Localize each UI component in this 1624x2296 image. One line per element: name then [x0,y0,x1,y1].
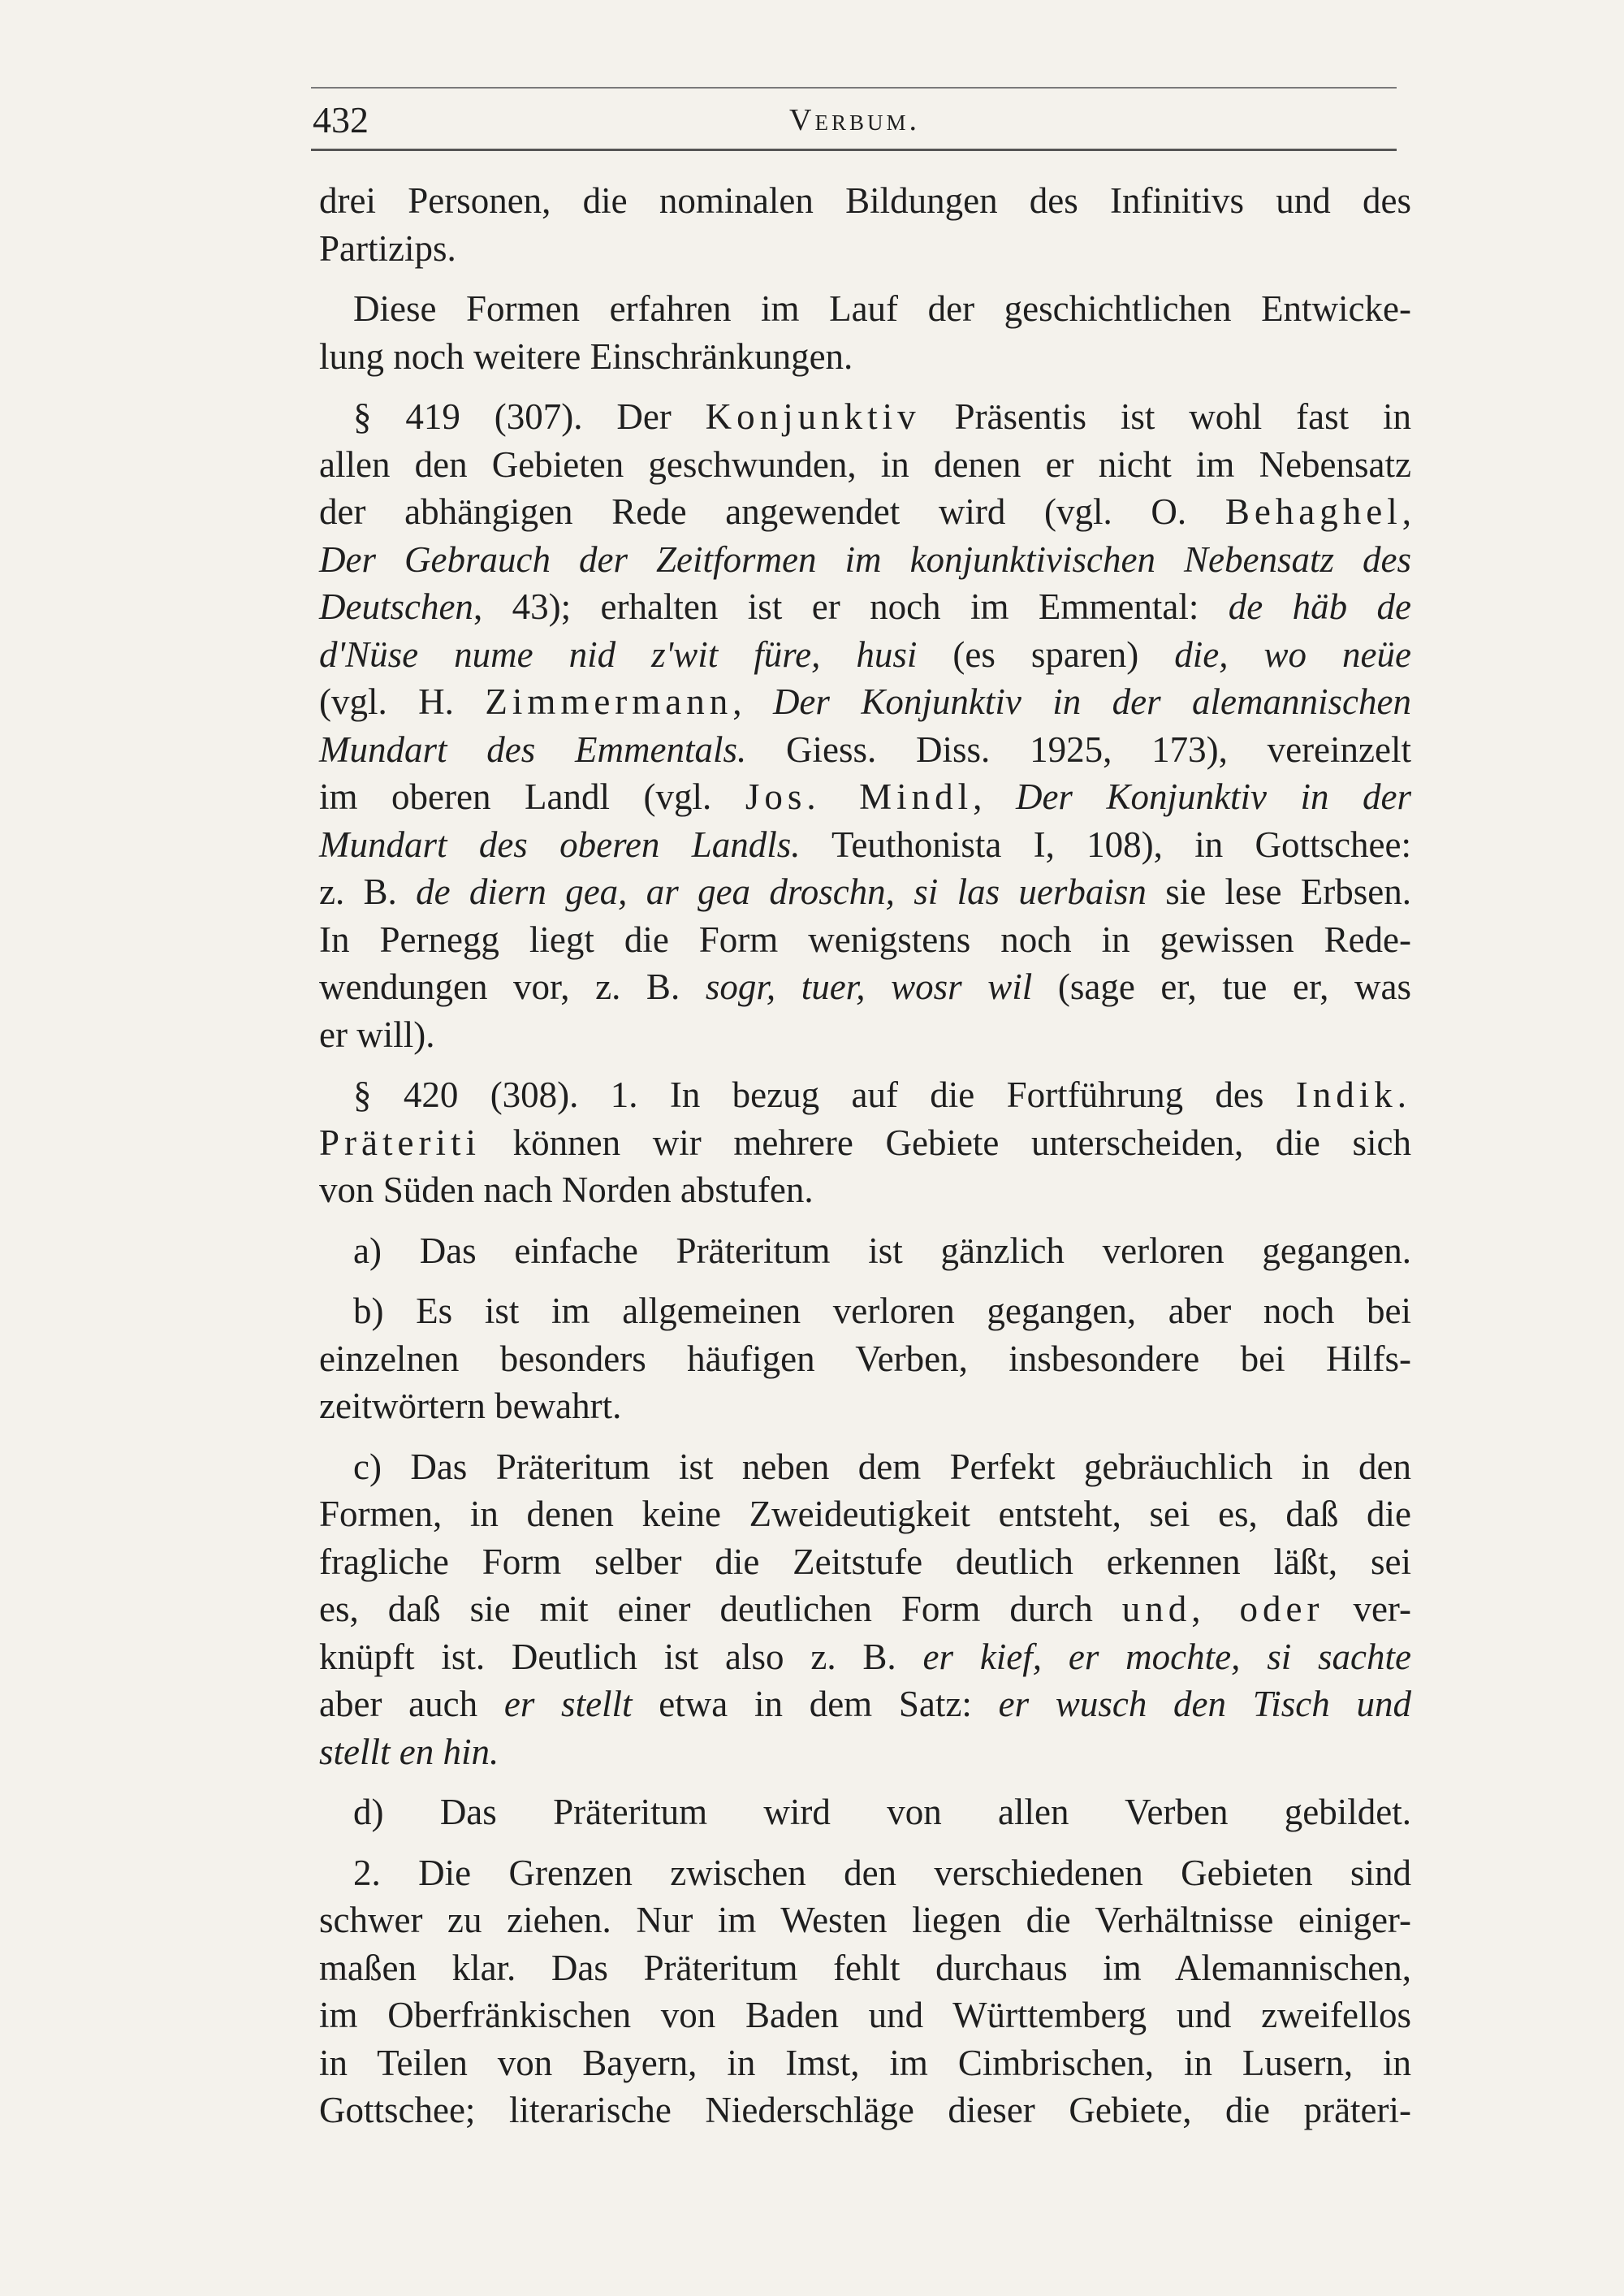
text-segment: wendungen vor, z. B. [319,966,706,1007]
text-line [319,916,1411,964]
italic-segment: er kief, er mochte, si sachte [922,1636,1412,1677]
text-segment: Teuthonista I, 108), in Gottschee: [800,824,1411,865]
text-line [319,1788,1411,1836]
italic-segment: Deutschen [319,586,473,627]
text-segment: es, daß sie mit einer deutlichen Form durch [319,1589,1122,1629]
italic-segment: Der Konjunktiv in der alemannischen [772,681,1411,722]
text-segment: z. B. [319,871,417,912]
header-bottom-rule [311,149,1397,151]
text-line [319,1585,1411,1633]
text-segment: Formen, in denen keine Zweideutigkeit entsteht, sei es, daß die [319,1494,1411,1534]
text-line [319,963,1411,1011]
italic-segment: sogr, tuer, wosr wil [705,966,1033,1007]
text-line [319,1443,1411,1491]
text-line [319,1490,1411,1538]
text-segment: , 43); erhalten ist er noch im Emmental: [473,586,1229,627]
text-segment: , [732,681,773,722]
text-segment: c) Das Präteritum ist neben dem Perfekt gebräuchlich in den [353,1446,1411,1487]
text-segment: (sage er, tue er, was [1032,966,1411,1007]
spaced-segment: Jos. Mindl [745,776,974,817]
italic-segment: Der Gebrauch der Zeitformen im konjunktivischen Nebensatz des [319,538,1411,580]
text-line [319,631,1411,679]
italic-segment: de diern gea, ar gea droschn, si las uerbaisn [416,871,1147,912]
italic-segment: Der Konjunktiv in der [1015,776,1412,817]
text-line [319,488,1411,536]
text-segment: etwa in dem Satz: [632,1684,999,1724]
text-segment: im Oberfränkischen von Baden und Württemberg und zweifellos [319,1995,1411,2035]
text-line [319,868,1411,916]
text-segment: ver- [1324,1589,1411,1629]
text-line [319,2086,1411,2134]
text-segment: er will). [319,1014,435,1055]
text-line [319,285,1411,333]
text-line [319,333,1411,381]
spaced-segment: Konjunktiv [705,396,921,437]
italic-segment: de häb de [1228,586,1411,627]
italic-segment: er stellt [503,1684,633,1724]
text-line [319,536,1411,584]
text-segment: allen den Gebieten geschwunden, in denen er nicht im Nebensatz [319,443,1411,485]
text-segment: d) Das Präteritum wird von allen Verben gebildet. [353,1792,1411,1832]
text-segment: schwer zu ziehen. Nur im Westen liegen die Verhältnisse einiger- [319,1900,1411,1940]
text-segment: a) Das einfache Präteritum ist gänzlich verloren gegangen. [353,1230,1411,1271]
text-line [319,2039,1411,2087]
text-segment: In Pernegg liegt die Form wenigstens noch in gewissen Rede- [319,919,1411,960]
running-title: Verbum. [789,103,920,137]
spaced-segment: Präteriti [319,1122,481,1163]
italic-segment: er wusch den Tisch und [998,1684,1412,1724]
text-line [319,1119,1411,1167]
header-top-rule [311,87,1397,89]
text-segment: der abhängigen Rede angewendet wird (vgl. O. [319,491,1225,532]
text-segment: knüpft ist. Deutlich ist also z. B. [319,1636,923,1677]
spaced-segment: Indik. [1295,1074,1411,1115]
text-segment: Partizips. [319,227,456,269]
page-number: 432 [313,99,369,141]
text-line [319,773,1411,821]
text-line [319,393,1411,441]
italic-segment: stellt en hin. [319,1731,499,1772]
text-segment: 2. Die Grenzen zwischen den verschiedenen Gebieten sind [353,1852,1411,1893]
text-segment: einzelnen besonders häufigen Verben, insbesondere bei Hilfs- [319,1338,1411,1379]
text-segment: (es sparen) [917,633,1175,675]
text-segment: in Teilen von Bayern, in Imst, im Cimbrischen, in Lusern, in [319,2042,1411,2083]
text-segment: § 419 (307). Der [353,396,706,437]
text-segment: , [1402,491,1411,532]
spaced-segment: und, oder [1121,1589,1324,1629]
text-segment: im oberen Landl (vgl. [319,776,745,817]
text-segment: sie lese Erbsen. [1146,871,1411,912]
text-line [319,1633,1411,1681]
text-line [319,441,1411,489]
italic-segment: d'Nüse nume nid z'wit füre, husi [319,633,918,675]
text-segment: maßen klar. Das Präteritum fehlt durchaus im Alemannischen, [319,1947,1411,1988]
text-line [319,1011,1411,1059]
text-line [319,1849,1411,1897]
text-line [319,1071,1411,1119]
text-line [319,1166,1411,1214]
text-line [319,177,1411,225]
text-segment: Giess. Diss. 1925, 173), vereinzelt [746,729,1411,770]
text-line [319,1335,1411,1383]
body-text [319,177,1411,2134]
text-line [319,225,1411,273]
text-segment: von Süden nach Norden abstufen. [319,1170,814,1210]
text-segment: b) Es ist im allgemeinen verloren gegangen, aber noch bei [353,1291,1411,1331]
italic-segment: Mundart des Emmentals. [319,729,747,770]
text-segment: Diese Formen erfahren im Lauf der geschichtlichen Entwicke- [353,288,1411,329]
text-segment: aber auch [319,1684,504,1724]
text-segment: drei Personen, die nominalen Bildungen des Infinitivs und des [319,180,1411,221]
text-segment: , [973,776,1016,817]
running-head [313,96,1397,145]
italic-segment: die, wo neüe [1174,633,1411,675]
text-line [319,1680,1411,1728]
text-line [319,678,1411,726]
text-segment: fragliche Form selber die Zeitstufe deutlich erkennen läßt, sei [319,1541,1411,1582]
text-line [319,1896,1411,1944]
text-segment: Gottschee; literarische Niederschläge dieser Gebiete, die präteri- [319,2090,1411,2130]
italic-segment: Mundart des oberen Landls. [319,824,801,865]
text-line [319,583,1411,631]
text-line [319,1287,1411,1335]
spaced-segment: Behaghel [1224,491,1402,532]
text-line [319,1538,1411,1586]
text-line [319,726,1411,774]
spaced-segment: Zimmermann [485,681,733,722]
text-segment: zeitwörtern bewahrt. [319,1386,622,1426]
text-segment: (vgl. H. [319,681,486,722]
text-line [319,1991,1411,2039]
text-line [319,821,1411,869]
text-segment: § 420 (308). 1. In bezug auf die Fortführung des [353,1074,1296,1115]
text-line [319,1227,1411,1275]
text-segment: lung noch weitere Einschränkungen. [319,335,853,377]
text-segment: Präsentis ist wohl fast in [920,396,1411,437]
text-line [319,1382,1411,1430]
text-line [319,1944,1411,1992]
text-line [319,1728,1411,1776]
text-segment: können wir mehrere Gebiete unterscheiden, die sich [480,1122,1411,1163]
